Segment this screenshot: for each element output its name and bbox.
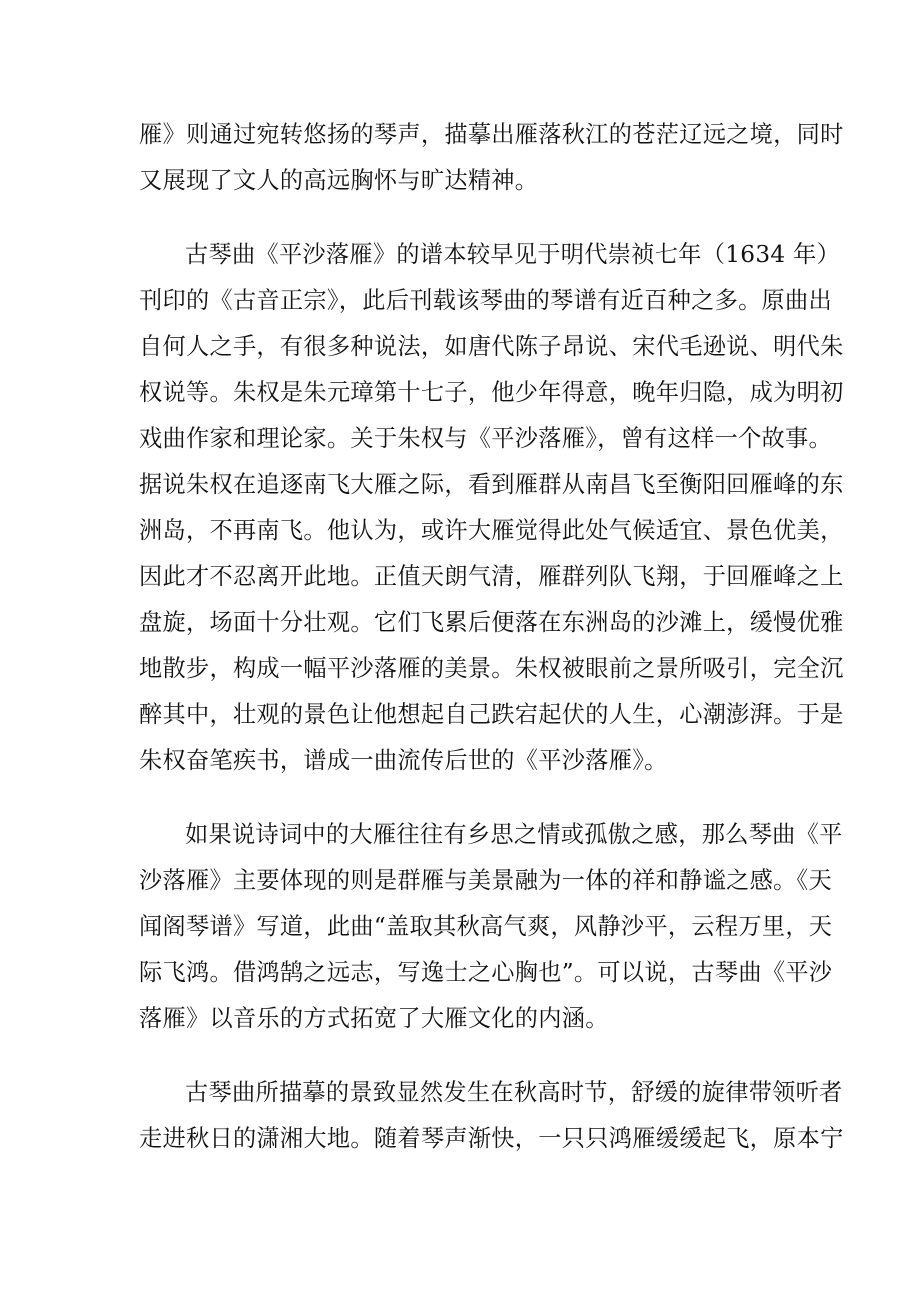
text-line: 醉其中，壮观的景色让他想起自己跌宕起伏的人生，心潮澎湃。于是 bbox=[139, 701, 844, 728]
paragraph-1 bbox=[139, 112, 844, 204]
text-line: 地散步，构成一幅平沙落雁的美景。朱权被眼前之景所吸引，完全沉 bbox=[139, 655, 844, 682]
text-line: 朱权奋笔疾书，谱成一曲流传后世的《平沙落雁》。 bbox=[139, 747, 668, 774]
text-line: 际飞鸿。借鸿鹄之远志，写逸士之心胸也”。可以说，古琴曲《平沙 bbox=[139, 959, 833, 986]
text-line: 古琴曲《平沙落雁》的谱本较早见于明代崇祯七年（1634 年） bbox=[185, 241, 841, 268]
text-line: 因此才不忍离开此地。正值天朗气清，雁群列队飞翔，于回雁峰之上 bbox=[139, 563, 844, 590]
text-line: 盘旋，场面十分壮观。它们飞累后便落在东洲岛的沙滩上，缓慢优雅 bbox=[139, 609, 844, 636]
paragraph-4 bbox=[139, 1070, 844, 1162]
text-line: 刊印的《古音正宗》，此后刊载该琴曲的琴谱有近百种之多。原曲出 bbox=[139, 287, 833, 314]
text-line: 又展现了文人的高远胸怀与旷达精神。 bbox=[139, 167, 539, 194]
text-line: 古琴曲所描摹的景致显然发生在秋高时节，舒缓的旋律带领听者 bbox=[185, 1079, 843, 1106]
text-line: 走进秋日的潇湘大地。随着琴声渐快，一只只鸿雁缓缓起飞，原本宁 bbox=[139, 1125, 844, 1152]
text-line: 雁》则通过宛转悠扬的琴声，描摹出雁落秋江的苍茫辽远之境，同时 bbox=[139, 121, 844, 148]
article-body bbox=[139, 112, 844, 1162]
text-line: 戏曲作家和理论家。关于朱权与《平沙落雁》，曾有这样一个故事。 bbox=[139, 425, 833, 452]
text-line: 洲岛，不再南飞。他认为，或许大雁觉得此处气候适宜、景色优美， bbox=[139, 517, 844, 544]
text-line: 闻阁琴谱》写道，此曲“盖取其秋高气爽，风静沙平，云程万里，天 bbox=[139, 913, 833, 940]
paragraph-2 bbox=[139, 232, 844, 784]
text-line: 落雁》以音乐的方式拓宽了大雁文化的内涵。 bbox=[139, 1005, 609, 1032]
text-line: 据说朱权在追逐南飞大雁之际，看到雁群从南昌飞至衡阳回雁峰的东 bbox=[139, 471, 844, 498]
text-line: 沙落雁》主要体现的则是群雁与美景融为一体的祥和静谧之感。《天 bbox=[139, 867, 833, 894]
text-line: 自何人之手，有很多种说法，如唐代陈子昂说、宋代毛逊说、明代朱 bbox=[139, 333, 844, 360]
text-line: 如果说诗词中的大雁往往有乡思之情或孤傲之感，那么琴曲《平 bbox=[185, 821, 843, 848]
text-line: 权说等。朱权是朱元璋第十七子，他少年得意，晚年归隐，成为明初 bbox=[139, 379, 844, 406]
paragraph-3 bbox=[139, 812, 843, 1042]
